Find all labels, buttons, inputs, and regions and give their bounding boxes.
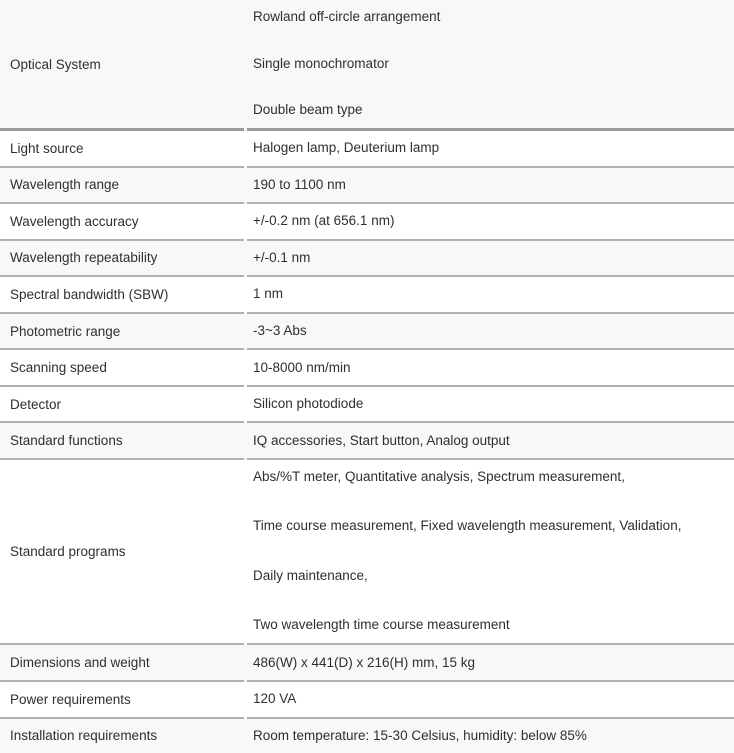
table-row <box>0 350 734 387</box>
spec-value-line: +/-0.2 nm (at 656.1 nm) <box>253 213 395 229</box>
table-row <box>0 168 734 205</box>
spec-value-line: +/-0.1 nm <box>253 249 311 265</box>
spec-value <box>247 645 734 682</box>
spec-value <box>247 277 734 314</box>
table-row <box>0 645 734 682</box>
spec-label: Dimensions and weight <box>0 645 244 682</box>
spec-value <box>247 460 734 646</box>
table-row <box>0 314 734 351</box>
spec-value-line: Two wavelength time course measurement <box>253 617 510 633</box>
spec-label: Spectral bandwidth (SBW) <box>0 277 244 314</box>
spec-value-line: 120 VA <box>253 691 297 707</box>
spec-value-line: Single monochromator <box>253 55 389 71</box>
spec-label: Wavelength repeatability <box>0 241 244 278</box>
table-row <box>0 204 734 241</box>
spec-label: Power requirements <box>0 682 244 719</box>
table-row <box>0 0 734 131</box>
spec-value-line: Double beam type <box>253 102 363 117</box>
spec-value-line: 1 nm <box>253 286 284 302</box>
table-row <box>0 387 734 424</box>
spec-value <box>247 387 734 424</box>
spec-label: Standard functions <box>0 423 244 460</box>
table-row <box>0 719 734 753</box>
spec-value <box>247 0 734 131</box>
spec-value <box>247 168 734 205</box>
spec-value-line: Daily maintenance, <box>253 567 368 583</box>
table-row <box>0 241 734 278</box>
spec-value-line: Room temperature: 15-30 Celsius, humidity: below 85% <box>253 727 587 743</box>
spec-value <box>247 350 734 387</box>
spec-value-line: -3~3 Abs <box>253 323 307 338</box>
spec-value-line: 10-8000 nm/min <box>253 359 351 375</box>
spec-value <box>247 314 734 351</box>
spec-value-line: 190 to 1100 nm <box>253 176 346 192</box>
spec-value <box>247 719 734 753</box>
table-row <box>0 131 734 168</box>
spec-label: Detector <box>0 387 244 424</box>
spec-value <box>247 682 734 719</box>
table-row <box>0 277 734 314</box>
spec-label: Standard programs <box>0 460 244 646</box>
spec-value-line: Time course measurement, Fixed wavelength measurement, Validation, <box>253 518 682 534</box>
spec-value <box>247 241 734 278</box>
spec-label: Wavelength range <box>0 168 244 205</box>
spec-value-line: Abs/%T meter, Quantitative analysis, Spectrum measurement, <box>253 468 625 484</box>
table-row <box>0 423 734 460</box>
spec-value-line: Rowland off-circle arrangement <box>253 9 441 24</box>
spec-label: Wavelength accuracy <box>0 204 244 241</box>
spec-value-line: Silicon photodiode <box>253 396 364 412</box>
spec-value-line: 486(W) x 441(D) x 216(H) mm, 15 kg <box>253 654 476 670</box>
table-row <box>0 460 734 646</box>
spec-value-line: Halogen lamp, Deuterium lamp <box>253 140 440 156</box>
table-row <box>0 682 734 719</box>
spec-value <box>247 131 734 168</box>
spec-label: Photometric range <box>0 314 244 351</box>
spec-label: Light source <box>0 131 244 168</box>
spec-label: Installation requirements <box>0 719 244 753</box>
spec-value <box>247 204 734 241</box>
spec-value-line: IQ accessories, Start button, Analog output <box>253 432 510 448</box>
spec-value <box>247 423 734 460</box>
spec-label: Scanning speed <box>0 350 244 387</box>
spec-label: Optical System <box>0 0 244 131</box>
